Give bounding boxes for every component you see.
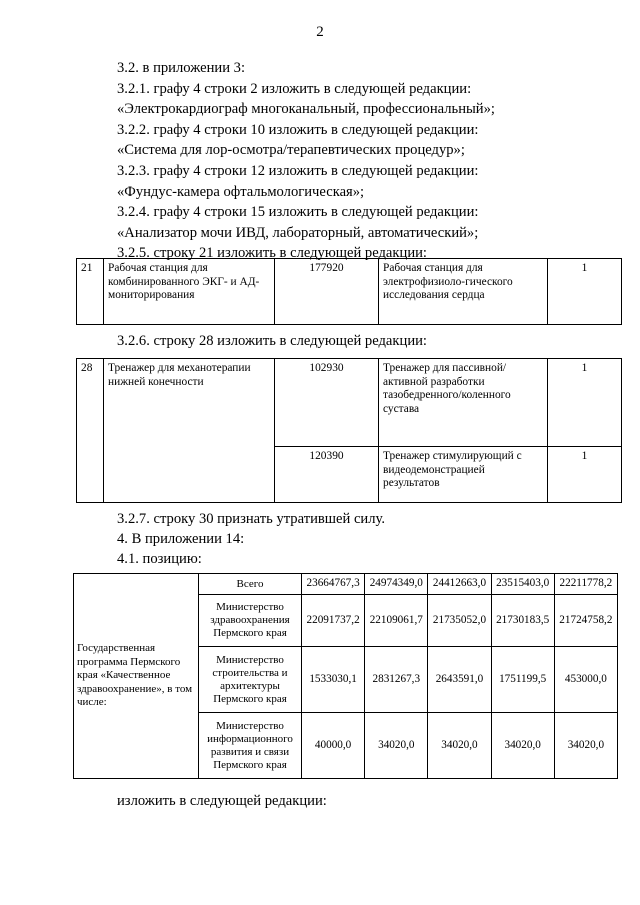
text-line: 3.2.3. графу 4 строки 12 изложить в следующей редакции: [117, 162, 479, 179]
quantity: 1 [548, 447, 622, 503]
text-line: 3.2.5. строку 21 изложить в следующей редакции: [117, 245, 427, 262]
equipment-description: Тренажер стимулирующий с видеодемонстрацией результатов [379, 447, 548, 503]
equipment-code: 120390 [275, 447, 379, 503]
value-cell: 24974349,0 [365, 574, 428, 595]
amendment-text [117, 58, 617, 264]
category-it-ministry: Министерство информационного развития и связи Пермского края [199, 713, 302, 779]
text-line: «Фундус-камера офтальмологическая»; [117, 183, 365, 200]
equipment-description: Тренажер для пассивной/активной разработки тазобедренного/коленного сустава [379, 359, 548, 447]
text-line: 3.2.4. графу 4 строки 15 изложить в следующей редакции: [117, 204, 479, 221]
row-number: 21 [77, 259, 104, 325]
value-cell: 40000,0 [302, 713, 365, 779]
page-number: 2 [316, 24, 324, 40]
paragraph-3-2-7: 3.2.7. строку 30 признать утратившей силу. [117, 511, 386, 527]
paragraph-4-1: 4.1. позицию: [117, 551, 202, 567]
category-health-ministry: Министерство здравоохранения Пермского края [199, 595, 302, 647]
value-cell: 21724758,2 [554, 595, 617, 647]
value-cell: 21735052,0 [428, 595, 491, 647]
equipment-code: 177920 [275, 259, 379, 325]
closing-text: изложить в следующей редакции: [117, 793, 327, 809]
program-name: Государственная программа Пермского края «Качественное здравоохранение», в том числе: [74, 574, 199, 779]
value-cell: 34020,0 [365, 713, 428, 779]
value-cell: 24412663,0 [428, 574, 491, 595]
value-cell: 21730183,5 [491, 595, 554, 647]
equipment-name: Тренажер для механотерапии нижней конечности [104, 359, 275, 503]
financing-table [73, 573, 618, 779]
paragraph-4: 4. В приложении 14: [117, 531, 245, 547]
text-line: «Система для лор-осмотра/терапевтических процедур»; [117, 142, 465, 159]
value-cell: 1751199,5 [491, 647, 554, 713]
value-cell: 22091737,2 [302, 595, 365, 647]
value-cell: 34020,0 [491, 713, 554, 779]
quantity: 1 [548, 359, 622, 447]
category-construction-ministry: Министерство строительства и архитектуры Пермского края [199, 647, 302, 713]
equipment-name: Рабочая станция для комбинированного ЭКГ- и АД-мониторирования [104, 259, 275, 325]
value-cell: 22211778,2 [554, 574, 617, 595]
equipment-description: Рабочая станция для электрофизиоло-гического исследования сердца [379, 259, 548, 325]
table-row-21 [76, 258, 622, 325]
row-number: 28 [77, 359, 104, 503]
quantity: 1 [548, 259, 622, 325]
text-line: «Анализатор мочи ИВД, лабораторный, автоматический»; [117, 224, 479, 241]
equipment-code: 102930 [275, 359, 379, 447]
category-total: Всего [199, 574, 302, 595]
paragraph-3-2-6: 3.2.6. строку 28 изложить в следующей редакции: [117, 333, 427, 349]
text-line: «Электрокардиограф многоканальный, профессиональный»; [117, 101, 495, 118]
value-cell: 1533030,1 [302, 647, 365, 713]
text-line: 3.2.1. графу 4 строки 2 изложить в следующей редакции: [117, 80, 472, 97]
value-cell: 22109061,7 [365, 595, 428, 647]
value-cell: 34020,0 [428, 713, 491, 779]
value-cell: 2643591,0 [428, 647, 491, 713]
value-cell: 34020,0 [554, 713, 617, 779]
table-row-28 [76, 358, 622, 503]
text-line: 3.2. в приложении 3: [117, 60, 246, 76]
value-cell: 453000,0 [554, 647, 617, 713]
text-line: 3.2.2. графу 4 строки 10 изложить в следующей редакции: [117, 121, 479, 138]
value-cell: 23515403,0 [491, 574, 554, 595]
value-cell: 2831267,3 [365, 647, 428, 713]
value-cell: 23664767,3 [302, 574, 365, 595]
